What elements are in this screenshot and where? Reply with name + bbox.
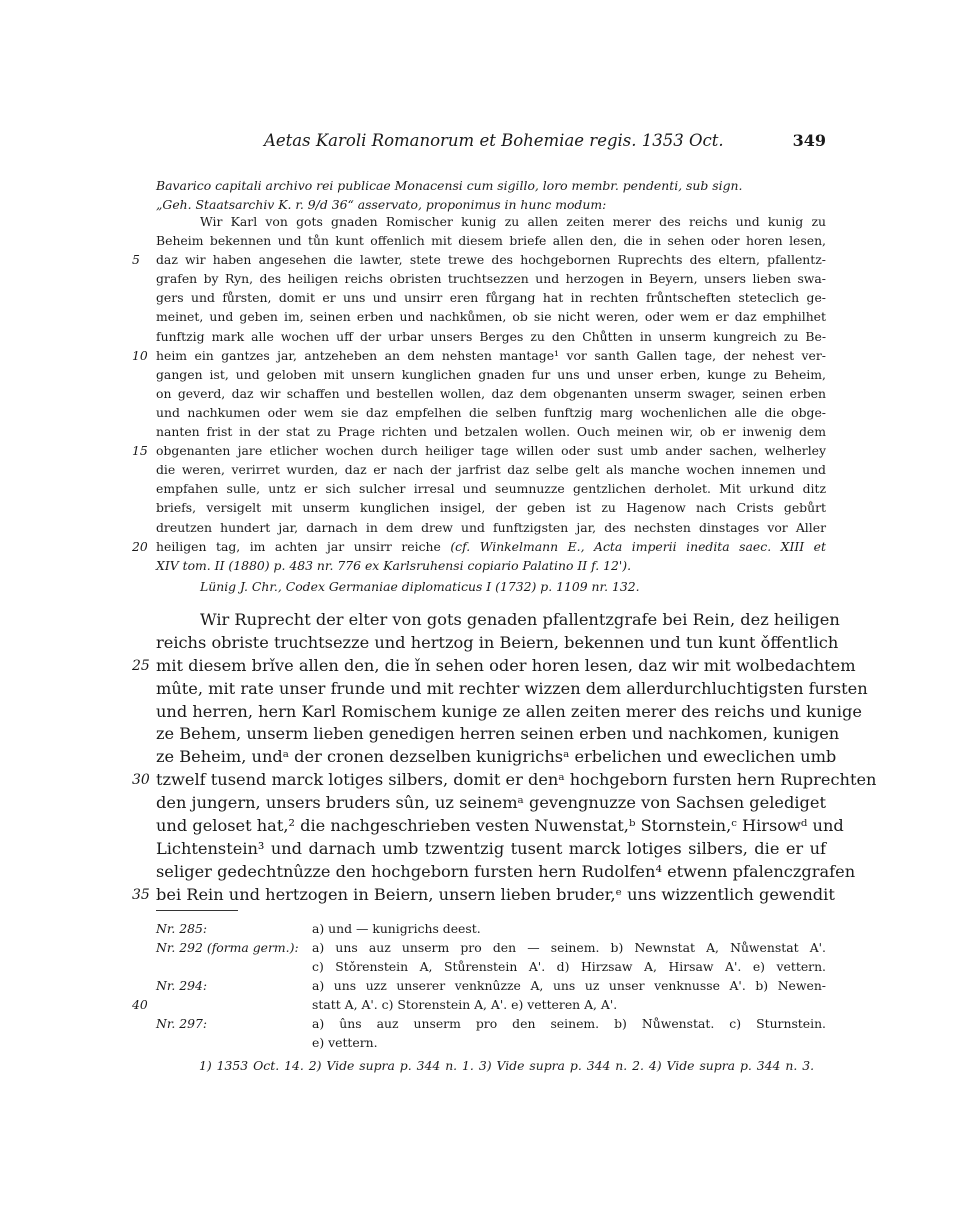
charter-text — [132, 212, 826, 575]
apparatus-text: a) und — kunigrichs deest. — [312, 921, 481, 936]
charter-line — [156, 460, 826, 479]
charter-line — [132, 537, 826, 556]
charter-line — [156, 307, 826, 326]
critical-apparatus — [132, 919, 826, 1052]
main-line — [156, 861, 856, 884]
line-number: 35 — [132, 886, 150, 903]
page-number: 349 — [792, 131, 826, 150]
main-line — [132, 769, 877, 792]
charter-line-text: empfahen sulle, untz er sich sulcher irresal und seumnuzze gentzlichen derholet. Mit urkund ditz — [156, 481, 826, 497]
main-line-text: und herren, hern Karl Romischem kunige ze allen zeiten merer des reichs und kunige — [156, 701, 862, 721]
main-line-text: seliger gedechtnûzze den hochgeborn fursten hern Rudolfen⁴ etwenn pfalenczgrafen — [156, 861, 856, 881]
main-line-text: mit diesem brǐve allen den, die ǐn sehen oder horen lesen, daz wir mit wolbedachtem — [156, 655, 856, 675]
preface-line: „Geh. Staatsarchiv K. r. 9/d 36“ asservato, proponimus in hunc modum: — [156, 197, 607, 212]
line-number: 30 — [132, 772, 150, 789]
apparatus-row — [156, 957, 826, 976]
main-line-text: reichs obriste truchtsezze und hertzog in Beiern, bekennen und tun kunt ǒffentlich — [156, 632, 839, 652]
apparatus-row — [156, 1014, 826, 1033]
charter-line — [132, 346, 826, 365]
main-line — [156, 632, 839, 655]
apparatus-row — [156, 976, 826, 995]
charter-line — [156, 269, 826, 288]
charter-line-text: meinet, und geben im, seinen erben und nachkůmen, ob sie nicht weren, oder wem er daz emphilhet — [156, 309, 826, 325]
charter-line — [156, 498, 826, 517]
apparatus-text: e) vettern. — [312, 1035, 378, 1050]
apparatus-row — [132, 995, 826, 1014]
charter-line-text: Wir Karl von gots gnaden Romischer kunig zu allen zeiten merer des reichs und kunig zu — [200, 214, 826, 229]
main-line — [156, 792, 826, 815]
charter-line-text: heiligen tag, im achten jar unsirr reiche — [156, 538, 441, 554]
charter-line-text: grafen by Ryn, des heiligen reichs obristen truchtsezzen und herzogen in Beyern, unsers lieben swa- — [156, 271, 826, 287]
main-line — [156, 701, 862, 724]
main-line-text: und geloset hat,² die nachgeschrieben vesten Nuwenstat,ᵇ Stornstein,ᶜ Hirsowᵈ und — [156, 816, 844, 836]
charter-line-text: obgenanten jare etlicher wochen durch heiliger tage willen oder sust umb ander sachen, welherley — [156, 443, 826, 459]
source-citation: Lünig J. Chr., Codex Germaniae diplomaticus I (1732) p. 1109 nr. 132. — [200, 579, 640, 594]
charter-line-text: funftzig mark alle wochen uff der urbar unsers Berges zu den Chůtten in unserm kungreich zu Be- — [156, 328, 826, 344]
charter-line-text: die weren, verirret wurden, daz er nach der jarfrist daz selbe gelt als manche wochen innemen und — [156, 462, 826, 478]
main-line-text: ze Beheim, undᵃ der cronen dezselben kunigrichsᵃ erbelichen und eweclichen umb — [156, 747, 837, 767]
charter-line — [156, 422, 826, 441]
charter-line-text: gers und fůrsten, domit er uns und unsirr eren fůrgang hat in rechten frůntscheften steteclich ge- — [156, 290, 826, 306]
apparatus-text: a) uns uzz unserer venknûzze A, uns uz unser venknusse A'. b) Newen- — [312, 978, 826, 993]
main-line-text: Wir Ruprecht der elter von gots genaden pfallentzgrafe bei Rein, dez heiligen — [200, 610, 840, 629]
line-number: 15 — [132, 443, 148, 459]
main-line — [132, 655, 856, 678]
footnotes: 1) 1353 Oct. 14. 2) Vide supra p. 344 n. 1. 3) Vide supra p. 344 n. 2. 4) Vide supra p. 344 n. 3. — [199, 1058, 815, 1073]
apparatus-row — [156, 938, 826, 957]
main-line-text: tzwelf tusend marck lotiges silbers, domit er denᵃ hochgeborn fursten hern Ruprechten — [156, 770, 877, 790]
charter-line-text: heim ein gantzes jar, antzeheben an dem nehsten mantage¹ vor santh Gallen tage, der nehest ver- — [156, 347, 826, 363]
running-header — [156, 131, 826, 155]
line-number: 25 — [132, 657, 150, 674]
main-line-text: mûte, mit rate unser frunde und mit rechter wizzen dem allerdurchluchtigsten fursten — [156, 678, 868, 698]
charter-line-text: und nachkumen oder wem sie daz empfelhen die selben funftzig marg wochenlichen alle die obge- — [156, 404, 826, 420]
apparatus-row — [156, 919, 826, 938]
running-title: Aetas Karoli Romanorum et Bohemiae regis. 1353 Oct. — [264, 131, 724, 150]
charter-line — [156, 327, 826, 346]
charter-line-text: briefs, versigelt mit unserm kunglichen insigel, der geben ist zu Hagenow nach Crists gebůrt — [156, 500, 826, 516]
charter-line-text: Beheim bekennen und tůn kunt offenlich mit diesem briefe allen den, die in sehen oder horen lesen, — [156, 233, 826, 249]
line-number: 10 — [132, 347, 148, 363]
charter-line — [156, 518, 826, 537]
charter-line-text: nanten frist in der stat zu Prage richten und betzalen wollen. Ouch meinen wir, ob er inwenig dem — [156, 424, 826, 440]
charter-line — [132, 250, 826, 269]
main-line — [156, 723, 840, 746]
charter-line — [156, 212, 826, 231]
source-preface — [156, 176, 826, 214]
charter-line — [132, 441, 826, 460]
line-number: 5 — [132, 252, 140, 268]
main-document-text — [132, 609, 877, 907]
preface-line: Bavarico capitali archivo rei publicae Monacensi cum sigillo, loro membr. pendenti, sub sign. — [156, 178, 743, 193]
charter-line — [156, 231, 826, 250]
charter-citation-cont: XIV tom. II (1880) p. 483 nr. 776 ex Karlsruhensi copiario Palatino II f. 12'). — [156, 557, 632, 573]
footnote-divider — [156, 910, 238, 911]
main-line-text: den jungern, unsers bruders sûn, uz seinemᵃ gevengnuzze von Sachsen gelediget — [156, 793, 826, 813]
charter-line-text: gangen ist, und geloben mit unsern kunglichen gnaden fur uns und unser erben, kunge zu Beheim, — [156, 366, 826, 382]
charter-line — [156, 403, 826, 422]
charter-citation: (cf. Winkelmann E., Acta imperii inedita saec. XIII et — [450, 538, 826, 554]
line-number: 20 — [132, 538, 148, 554]
apparatus-text: statt A, A'. c) Storenstein A, A'. e) vetteren A, A'. — [312, 997, 618, 1012]
main-line — [132, 884, 835, 907]
charter-line — [156, 288, 826, 307]
charter-line — [156, 479, 826, 498]
charter-line-text: daz wir haben angesehen die lawter, stete trewe des hochgebornen Ruprechts des eltern, pfallentz- — [156, 252, 826, 268]
apparatus-text: a) uns auz unserm pro den — seinem. b) Newnstat A, Nůwenstat A'. — [312, 940, 826, 955]
apparatus-label: Nr. 297: — [156, 1016, 208, 1031]
charter-line — [156, 365, 826, 384]
main-line — [156, 746, 837, 769]
charter-line-text: dreutzen hundert jar, darnach in dem drew und funftzigsten jar, des nechsten dinstages vor Aller — [156, 519, 826, 535]
main-line — [156, 838, 826, 861]
apparatus-label: Nr. 285: — [156, 921, 208, 936]
apparatus-label: Nr. 294: — [156, 978, 208, 993]
main-line — [156, 609, 840, 632]
apparatus-text: a) ûns auz unserm pro den seinem. b) Nůwenstat. c) Sturnstein. — [312, 1016, 826, 1031]
apparatus-row — [156, 1033, 826, 1052]
main-line-text: bei Rein und hertzogen in Beiern, unsern lieben bruder,ᵉ uns wizzentlich gewendit — [156, 884, 835, 904]
apparatus-text: c) Stǒrenstein A, Stůrenstein A'. d) Hirzsaw A, Hirsaw A'. e) vettern. — [312, 959, 826, 974]
charter-line-text: on geverd, daz wir schaffen und bestellen wollen, daz dem obgenanten unserm swager, seinen erben — [156, 385, 826, 401]
main-line — [156, 678, 868, 701]
charter-line — [156, 384, 826, 403]
main-line — [156, 815, 844, 838]
apparatus-label: Nr. 292 (forma germ.): — [156, 940, 299, 955]
main-line-text: Lichtenstein³ und darnach umb tzwentzig tusent marck lotiges silbers, die er uf — [156, 838, 826, 858]
main-line-text: ze Behem, unserm lieben genedigen herren seinen erben und nachkomen, kunigen — [156, 724, 840, 744]
line-number: 40 — [132, 997, 148, 1012]
